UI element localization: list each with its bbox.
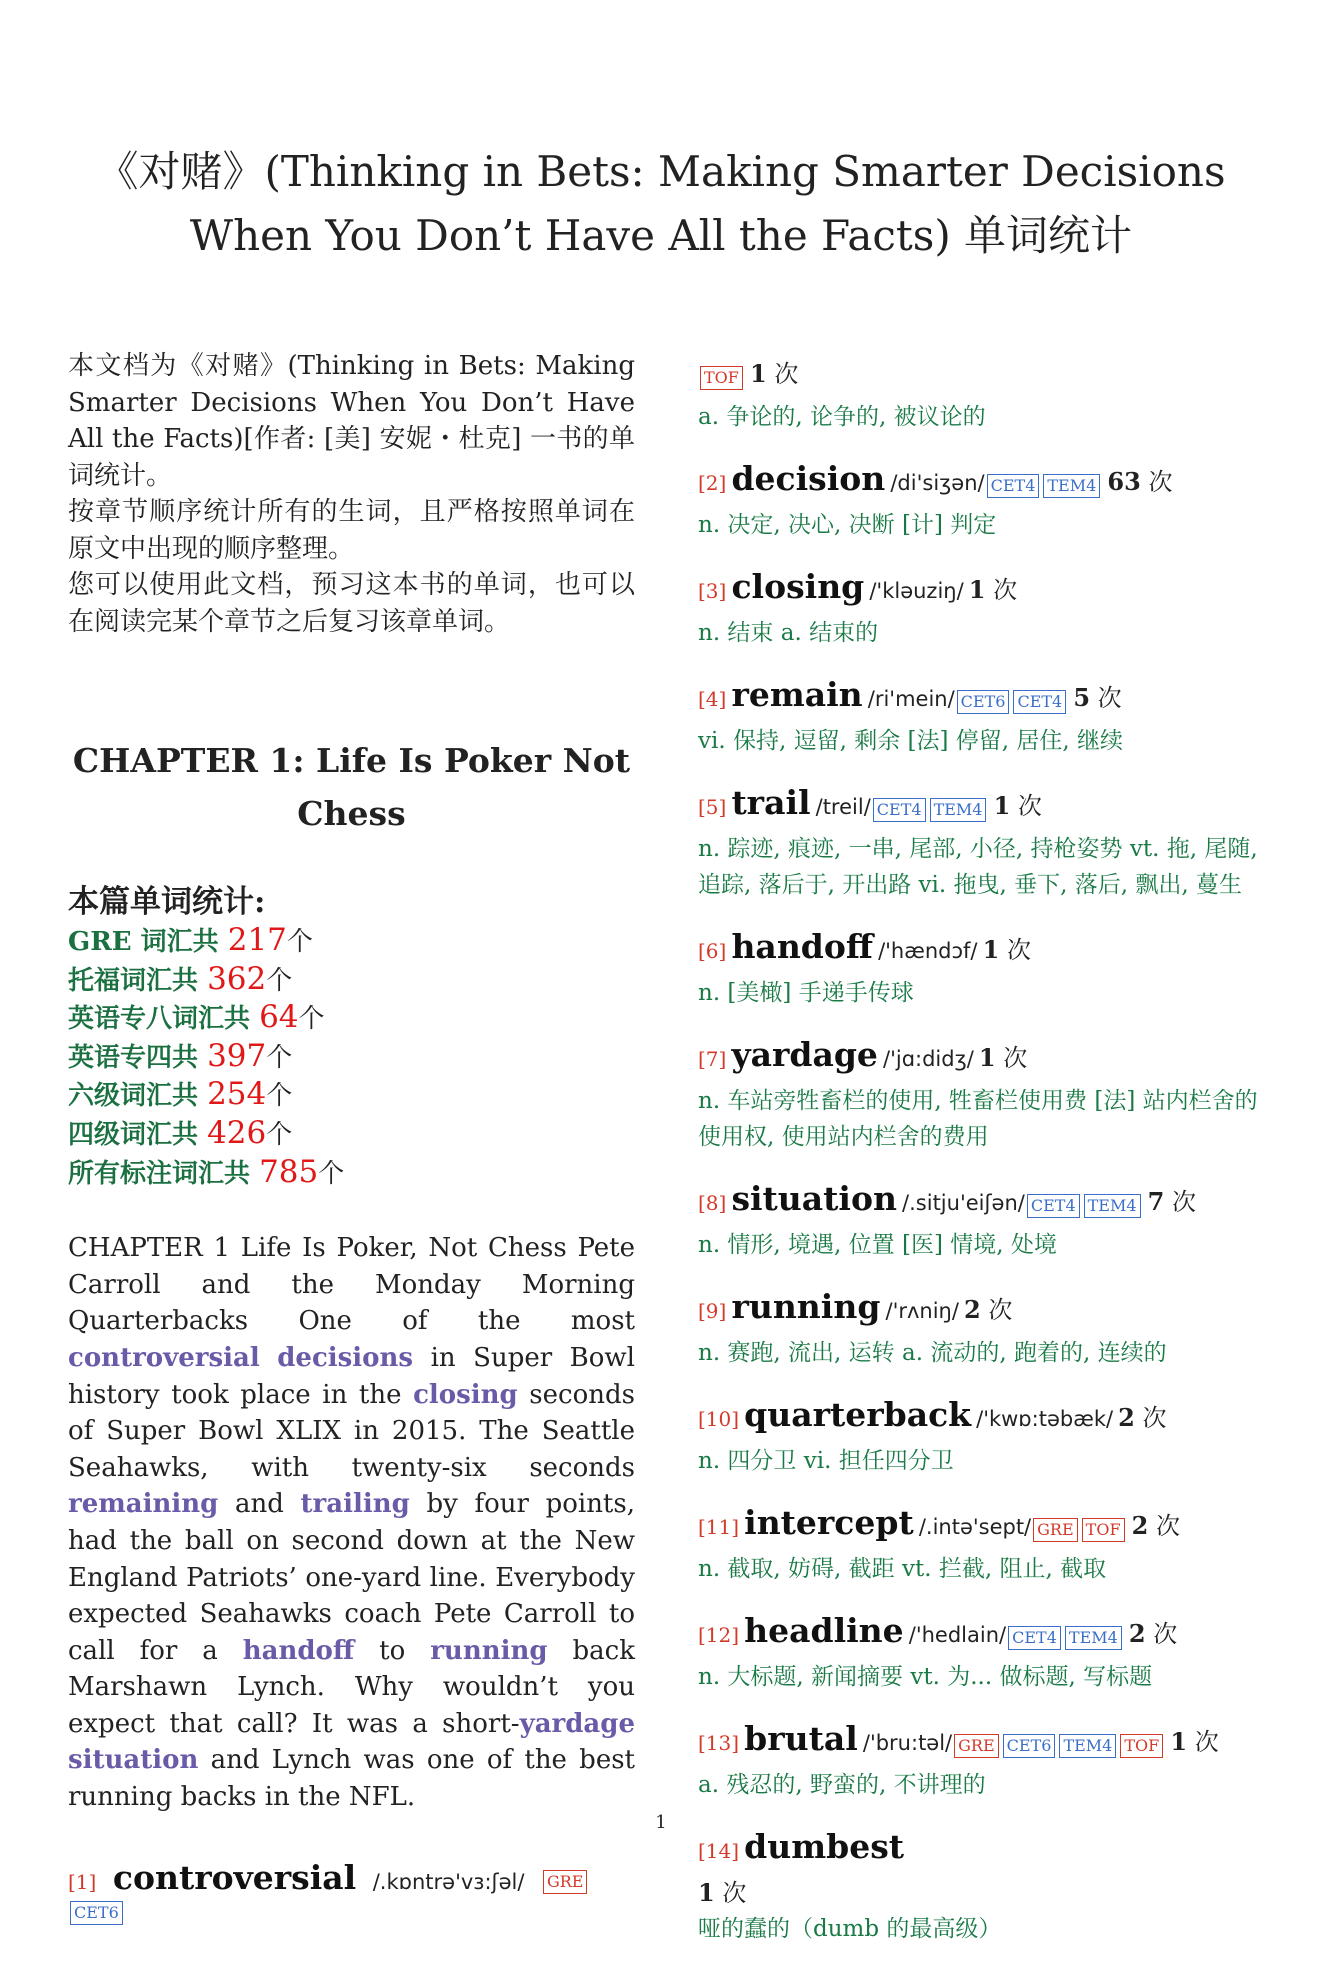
stat-label: 四级词汇共	[68, 1119, 208, 1150]
tag-badge: TEM4	[930, 798, 987, 822]
tag-badge: TOF	[1082, 1518, 1125, 1542]
entry-phonetic: /di'siʒən/	[890, 471, 985, 495]
entry-index: [11]	[698, 1515, 740, 1539]
entry-phonetic: /'jɑ:didʒ/	[883, 1047, 974, 1071]
stat-unit: 个	[318, 1158, 345, 1189]
tag-badge: TEM4	[1065, 1626, 1122, 1650]
entry-word: handoff	[731, 927, 873, 966]
tag-badge: CET6	[1003, 1734, 1056, 1758]
vocab-entry: [9] running /'rʌniŋ/ 2 次 n. 赛跑, 流出, 运转 a. 流动的, 跑着的, 连续的	[698, 1285, 1268, 1371]
vocab-list	[698, 457, 1268, 1803]
entry-count: 7	[1147, 1187, 1165, 1216]
stats-heading: 本篇单词统计:	[68, 884, 266, 920]
intro-line: 本文档为《对赌》(Thinking in Bets: Making Smarter Decisions When You Don’t Have All the Facts)[作者: [美] 安妮・杜克] 一书的单词统计。	[68, 351, 635, 491]
stat-number: 217	[227, 922, 287, 958]
entry-definition: n. 车站旁牲畜栏的使用, 牲畜栏使用费 [法] 站内栏舍的使用权, 使用站内栏舍的费用	[698, 1088, 1258, 1150]
entry-index: [6]	[698, 939, 727, 963]
stat-unit: 个	[298, 1004, 325, 1035]
entry-count: 1	[1170, 1727, 1188, 1756]
highlight-word: trailing	[300, 1489, 410, 1520]
vocab-entry: [8] situation /.sitju'eiʃən/ CET4 TEM4 7 次 n. 情形, 境遇, 位置 [医] 情境, 处境	[698, 1177, 1268, 1263]
entry-definition: n. 赛跑, 流出, 运转 a. 流动的, 跑着的, 连续的	[698, 1340, 1167, 1366]
entry-count: 1	[982, 935, 1000, 964]
entry-count: 2	[1128, 1619, 1146, 1648]
intro-text	[68, 348, 635, 640]
page-number: 1	[655, 1812, 667, 1833]
entry-index: [2]	[698, 471, 727, 495]
entry-count: 63	[1107, 467, 1141, 496]
vocab-entry: [10] quarterback /'kwɒ:təbæk/ 2 次 n. 四分卫 vi. 担任四分卫	[698, 1393, 1268, 1479]
stat-label: GRE 词汇共	[68, 927, 228, 957]
entry-word: decision	[731, 459, 886, 498]
entry-phonetic: /'kwɒ:təbæk/	[976, 1407, 1114, 1431]
highlight-word: running	[430, 1635, 548, 1666]
vocab-entry: [7] yardage /'jɑ:didʒ/ 1 次 n. 车站旁牲畜栏的使用, 牲畜栏使用费 [法] 站内栏舍的使用权, 使用站内栏舍的费用	[698, 1033, 1268, 1155]
entry-phonetic: /'bru:təl/	[862, 1731, 953, 1755]
entry-word: yardage	[731, 1035, 878, 1074]
entry-phonetic: /'hændɔf/	[878, 939, 978, 963]
entry-definition: a. 残忍的, 野蛮的, 不讲理的	[698, 1772, 986, 1798]
entry-index: [12]	[698, 1623, 740, 1647]
stat-label: 所有标注词汇共	[68, 1158, 260, 1189]
chapter-title: CHAPTER 1: Life Is Poker Not Chess	[72, 741, 631, 833]
entry-index: [9]	[698, 1299, 727, 1323]
highlight-word: controversial	[68, 1342, 260, 1373]
highlight-word: closing	[413, 1379, 518, 1410]
entry-index: [5]	[698, 795, 727, 819]
stat-item	[68, 999, 635, 1038]
tag-badge: TEM4	[1059, 1734, 1116, 1758]
entry-word: trail	[731, 783, 811, 822]
stat-number: 64	[259, 999, 299, 1036]
entry-definition: n. 决定, 决心, 决断 [计] 判定	[698, 512, 997, 538]
highlight-word: yardage	[519, 1708, 635, 1739]
entry-definition: n. 截取, 妨碍, 截距 vt. 拦截, 阻止, 截取	[698, 1556, 1107, 1582]
stat-unit: 个	[266, 965, 293, 996]
intro-line: 按章节顺序统计所有的生词，且严格按照单词在原文中出现的顺序整理。	[68, 497, 635, 564]
stat-item	[68, 1154, 635, 1193]
entry-definition: vi. 保持, 逗留, 剩余 [法] 停留, 居住, 继续	[698, 728, 1124, 754]
stat-number: 362	[207, 960, 267, 997]
entry-count: 5	[1073, 683, 1091, 712]
tag-badge: TOF	[1120, 1734, 1163, 1758]
page-title: 《对赌》(Thinking in Bets: Making Smarter Decisions When You Don’t Have All the Facts) 单词统计	[96, 147, 1226, 260]
stats-list	[68, 922, 635, 1192]
entry-word: controversial	[112, 1857, 357, 1897]
highlight-word: decisions	[277, 1342, 414, 1373]
tag-badge: CET4	[1027, 1194, 1080, 1218]
entry-definition: 哑的蠢的（dumb 的最高级）	[698, 1916, 1002, 1942]
entry-definition: n. 四分卫 vi. 担任四分卫	[698, 1448, 954, 1474]
vocab-entry: [13] brutal /'bru:təl/ GRE CET6 TEM4 TOF 1 次 a. 残忍的, 野蛮的, 不讲理的	[698, 1717, 1268, 1803]
entry-index: [10]	[698, 1407, 740, 1431]
tag-badge: CET4	[1013, 690, 1066, 714]
stat-unit: 个	[266, 1081, 293, 1112]
tag-badge: GRE	[543, 1870, 588, 1894]
entry-phonetic: /'kləuziŋ/	[869, 579, 964, 603]
entry-phonetic: /'rʌniŋ/	[885, 1299, 959, 1323]
entry-count: 1	[749, 359, 767, 388]
stat-number: 254	[207, 1076, 267, 1113]
entry-definition: n. 情形, 境遇, 位置 [医] 情境, 处境	[698, 1232, 1057, 1258]
entry-word: running	[731, 1287, 881, 1326]
entry-word: situation	[731, 1179, 897, 1218]
stat-label: 英语专八词汇共	[68, 1004, 260, 1035]
entry-count: 2	[1118, 1403, 1135, 1432]
tag-badge: CET4	[1008, 1626, 1061, 1650]
vocab-entry	[68, 1858, 635, 1927]
vocab-entry: [2] decision /di'siʒən/ CET4 TEM4 63 次 n. 决定, 决心, 决断 [计] 判定	[698, 457, 1268, 543]
entry-definition: n. 踪迹, 痕迹, 一串, 尾部, 小径, 持枪姿势 vt. 拖, 尾随, 追踪, 落后于, 开出路 vi. 拖曳, 垂下, 落后, 飘出, 蔓生	[698, 836, 1258, 898]
tag-badge: TEM4	[1043, 474, 1100, 498]
left-column	[68, 348, 635, 1927]
stat-item	[68, 961, 635, 1000]
vocab-entry: [6] handoff /'hændɔf/ 1 次 n. [美橄] 手递手传球	[698, 925, 1268, 1011]
stat-label: 英语专四共	[68, 1042, 208, 1073]
entry-word: dumbest	[744, 1827, 905, 1866]
stat-unit: 个	[286, 927, 313, 957]
entry-word: closing	[731, 567, 865, 606]
vocab-entry-continued: TOF 1 次 a. 争论的, 论争的, 被议论的	[698, 352, 1268, 435]
entry-count: 1	[968, 575, 986, 604]
entry-definition: n. [美橄] 手递手传球	[698, 980, 914, 1006]
vocab-entry: [12] headline /'hedlain/ CET4 TEM4 2 次 n. 大标题, 新闻摘要 vt. 为... 做标题, 写标题	[698, 1609, 1268, 1695]
entry-count: 2	[964, 1295, 981, 1324]
right-column	[698, 352, 1268, 1969]
stat-item	[68, 1038, 635, 1077]
entry-definition: n. 结束 a. 结束的	[698, 620, 879, 646]
highlight-word: situation	[68, 1745, 199, 1776]
vocab-entry: [14] dumbest 1 次 哑的蠢的（dumb 的最高级）	[698, 1825, 1268, 1947]
entry-phonetic: /ri'mein/	[867, 687, 955, 711]
stat-item	[68, 1076, 635, 1115]
entry-count: 1	[978, 1043, 996, 1072]
tag-badge: CET6	[957, 690, 1010, 714]
entry-index: [1]	[68, 1869, 97, 1894]
entry-word: quarterback	[744, 1395, 972, 1434]
entry-word: headline	[744, 1611, 904, 1650]
entry-index: [14]	[698, 1839, 740, 1863]
stat-number: 785	[259, 1153, 319, 1190]
stat-item	[68, 1115, 635, 1154]
stat-label: 托福词汇共	[68, 965, 208, 996]
vocab-entry: [3] closing /'kləuziŋ/ 1 次 n. 结束 a. 结束的	[698, 565, 1268, 651]
entry-phonetic: /treil/	[815, 795, 871, 819]
entry-word: remain	[731, 675, 863, 714]
entry-count: 2	[1131, 1511, 1149, 1540]
entry-index: [8]	[698, 1191, 727, 1215]
highlight-word: remaining	[68, 1489, 219, 1520]
entry-word: intercept	[744, 1503, 914, 1542]
entry-count: 1	[993, 791, 1011, 820]
tag-badge: GRE	[954, 1734, 999, 1758]
entry-index: [4]	[698, 687, 727, 711]
vocab-entry: [5] trail /treil/ CET4 TEM4 1 次 n. 踪迹, 痕迹, 一串, 尾部, 小径, 持枪姿势 vt. 拖, 尾随, 追踪, 落后于, 开出路 vi. 拖曳, 垂下, 落后, 飘出, 蔓生	[698, 781, 1268, 903]
entry-definition: n. 大标题, 新闻摘要 vt. 为... 做标题, 写标题	[698, 1664, 1153, 1690]
highlight-word: handoff	[242, 1635, 355, 1666]
tag-badge: CET4	[987, 474, 1040, 498]
vocab-entry: [11] intercept /.intə'sept/ GRE TOF 2 次 n. 截取, 妨碍, 截距 vt. 拦截, 阻止, 截取	[698, 1501, 1268, 1587]
tag-badge: GRE	[1033, 1518, 1078, 1542]
entry-phonetic: /.intə'sept/	[918, 1515, 1032, 1539]
tag-badge: CET6	[70, 1901, 123, 1925]
entry-definition: a. 争论的, 论争的, 被议论的	[698, 404, 986, 430]
intro-line: 您可以使用此文档，预习这本书的单词，也可以在阅读完某个章节之后复习该章单词。	[68, 570, 635, 637]
entry-index: [13]	[698, 1731, 740, 1755]
entry-word: brutal	[744, 1719, 858, 1758]
entry-phonetic: /.sitju'eiʃən/	[902, 1191, 1025, 1215]
tag-badge: CET4	[873, 798, 926, 822]
entry-phonetic: /.kɒntrə'vɜ:ʃəl/	[372, 1869, 525, 1894]
stat-number: 397	[207, 1037, 267, 1074]
passage: CHAPTER 1 Life Is Poker, Not Chess Pete Carroll and the Monday Morning Quarterbacks One of the most controversial decisions in Super Bowl history took place in the closing seconds of Super Bowl XLIX in 2015. The Seattle Seahawks, with twenty-six seconds remaining and trailing by four points, had the ball on second down at the New England Patriots’ one-yard line. Everybody expected Seahawks coach Pete Carroll to call for a handoff to running back Marshawn Lynch. Why wouldn’t you expect that call? It was a short-yardage situation and Lynch was one of the best running backs in the NFL.	[68, 1233, 636, 1813]
stat-label: 六级词汇共	[68, 1081, 208, 1112]
entry-phonetic: /'hedlain/	[908, 1623, 1007, 1647]
tag-badge: TOF	[700, 366, 743, 390]
stat-item	[68, 922, 635, 961]
stat-unit: 个	[266, 1119, 293, 1150]
tag-badge: TEM4	[1084, 1194, 1141, 1218]
stat-unit: 个	[266, 1042, 293, 1073]
entry-index: [7]	[698, 1047, 727, 1071]
vocab-entry: [4] remain /ri'mein/ CET6 CET4 5 次 vi. 保持, 逗留, 剩余 [法] 停留, 居住, 继续	[698, 673, 1268, 759]
entry-count: 1	[698, 1878, 715, 1907]
entry-index: [3]	[698, 579, 727, 603]
stat-number: 426	[207, 1114, 267, 1151]
